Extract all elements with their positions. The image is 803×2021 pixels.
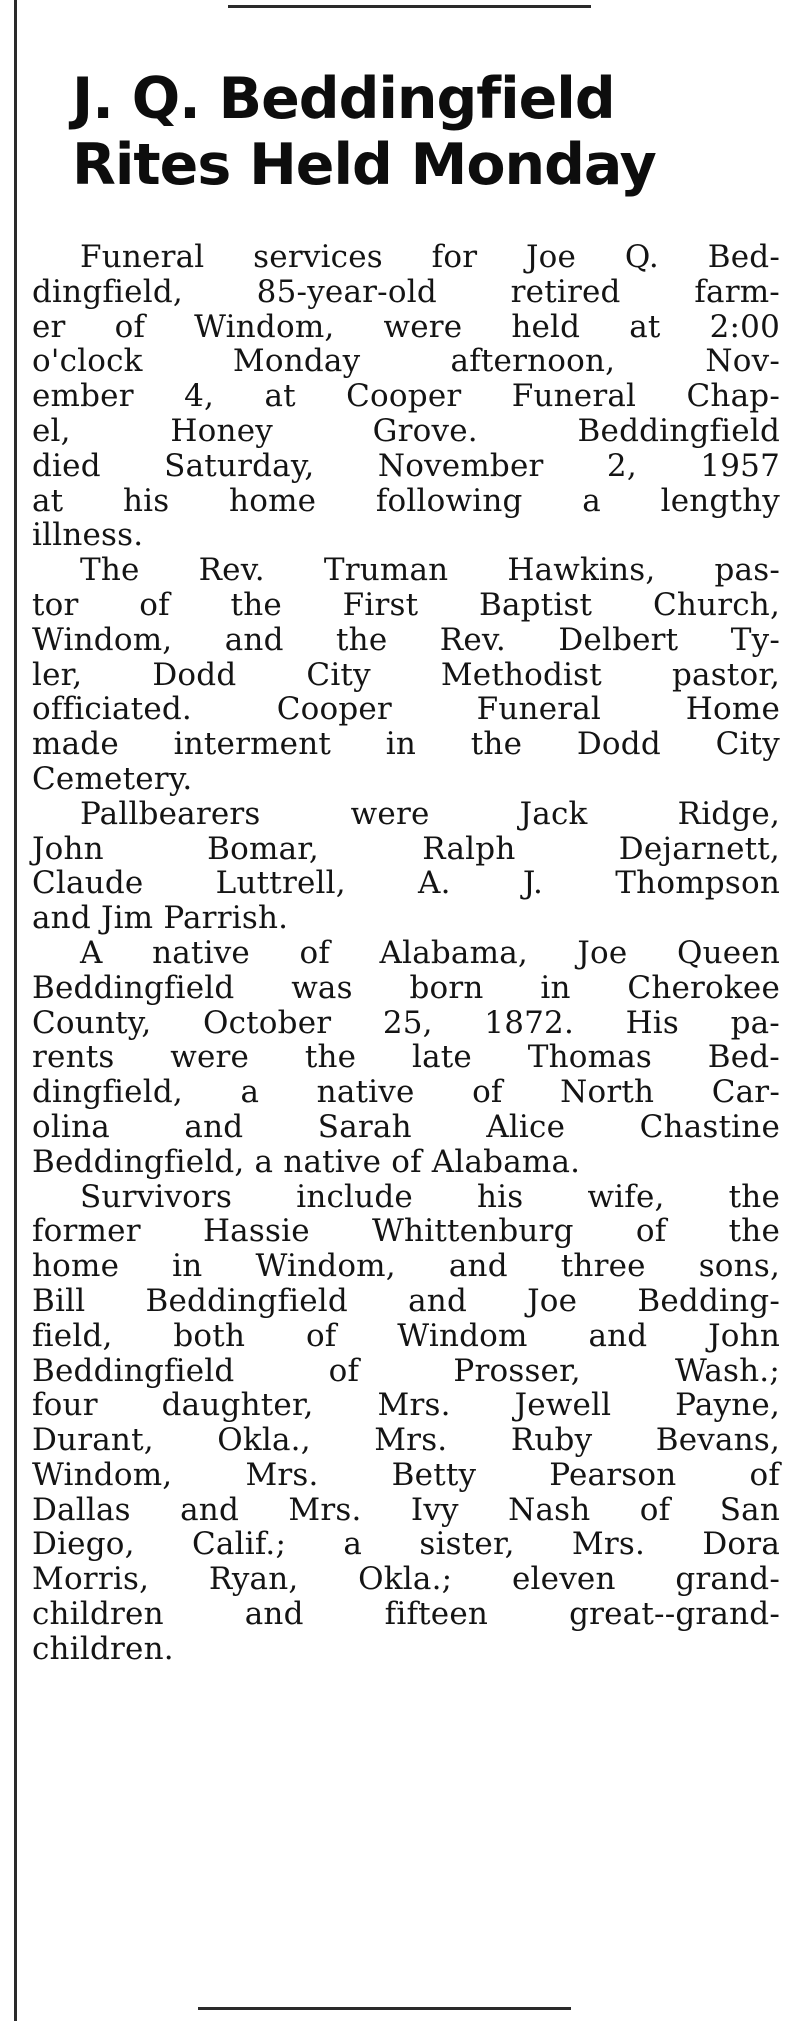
article-line: officiated. Cooper Funeral Home	[32, 691, 780, 728]
article-line: four daughter, Mrs. Jewell Payne,	[32, 1387, 780, 1424]
article-line: Bill Beddingfield and Joe Bedding-	[32, 1282, 780, 1319]
article-line: former Hassie Whittenburg of the	[32, 1213, 780, 1250]
article-line: Cemetery.	[32, 760, 193, 797]
article-line: dingfield, a native of North Car-	[32, 1074, 780, 1111]
top-rule	[228, 5, 591, 8]
article-line: Beddingfield was born in Cherokee	[32, 969, 780, 1006]
article-line: Claude Luttrell, A. J. Thompson	[32, 865, 780, 902]
article-line: Survivors include his wife, the	[80, 1178, 780, 1215]
article-line: Funeral services for Joe Q. Bed-	[80, 239, 780, 275]
paragraph-pallbearers	[32, 797, 780, 936]
article-line: at his home following a lengthy	[32, 482, 780, 519]
article-line: The Rev. Truman Hawkins, pas-	[80, 552, 780, 589]
article-line: rents were the late Thomas Bed-	[32, 1039, 780, 1076]
article-line: children and fifteen great--grand-	[32, 1596, 780, 1633]
article-line: Diego, Calif.; a sister, Mrs. Dora	[32, 1526, 780, 1563]
article-line: tor of the First Baptist Church,	[32, 586, 780, 623]
article-body	[32, 240, 780, 1667]
article-line: County, October 25, 1872. His pa-	[32, 1004, 780, 1041]
article-line: dingfield, 85-year-old retired farm-	[32, 273, 780, 310]
headline-line-2: Rites Held Monday	[72, 132, 656, 198]
article-line: Beddingfield, a native of Alabama.	[32, 1143, 581, 1180]
article-line: A native of Alabama, Joe Queen	[80, 934, 780, 971]
article-line: home in Windom, and three sons,	[32, 1248, 780, 1285]
article-line: illness.	[32, 517, 144, 554]
article-line: Dallas and Mrs. Ivy Nash of San	[32, 1491, 780, 1528]
article-line: er of Windom, were held at 2:00	[32, 308, 780, 345]
article-line: John Bomar, Ralph Dejarnett,	[32, 830, 780, 867]
headline	[72, 66, 772, 198]
paragraph-biography	[32, 936, 780, 1180]
article-line: died Saturday, November 2, 1957	[32, 447, 780, 484]
article-line: o'clock Monday afternoon, Nov-	[32, 343, 780, 380]
article-line: el, Honey Grove. Beddingfield	[32, 412, 780, 449]
article-line: Durant, Okla., Mrs. Ruby Bevans,	[32, 1422, 780, 1459]
article-line: ler, Dodd City Methodist pastor,	[32, 656, 780, 693]
article-line: field, both of Windom and John	[32, 1317, 780, 1354]
bottom-rule	[198, 2007, 571, 2010]
article-line: Pallbearers were Jack Ridge,	[80, 795, 780, 832]
article-line: children.	[32, 1630, 174, 1667]
article-line: Morris, Ryan, Okla.; eleven grand-	[32, 1561, 780, 1598]
paragraph-services	[32, 240, 780, 553]
column-rule	[14, 0, 17, 2021]
headline-line-1: J. Q. Beddingfield	[72, 66, 615, 132]
article-line: Windom, Mrs. Betty Pearson of	[32, 1456, 780, 1493]
article-line: Windom, and the Rev. Delbert Ty-	[32, 621, 780, 658]
paragraph-officiants	[32, 553, 780, 797]
article-line: ember 4, at Cooper Funeral Chap-	[32, 378, 780, 415]
article-line: Beddingfield of Prosser, Wash.;	[32, 1352, 780, 1389]
article-line: made interment in the Dodd City	[32, 726, 780, 763]
article-line: olina and Sarah Alice Chastine	[32, 1108, 780, 1145]
article-line: and Jim Parrish.	[32, 900, 289, 937]
paragraph-survivors	[32, 1180, 780, 1667]
